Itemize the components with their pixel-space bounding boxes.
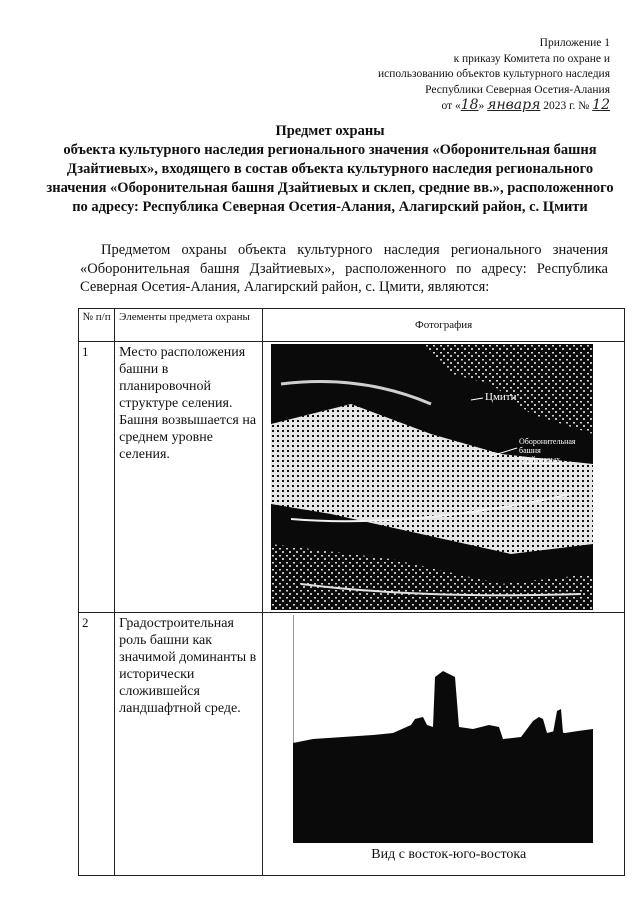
table-row [79, 613, 625, 876]
title-heading: Предмет охраны [275, 123, 385, 139]
title-body: объекта культурного наследия регионального значения «Оборонительная башня Дзайтиевых», входящего в состав объекта культурного наследия регионального значения «Оборонительная башня Дзайтиевых и склеп, средние вв.», расположенного по адресу: Республика Северная Осетия-Алания, Алагирский район, с. Цмити [46, 142, 614, 215]
row-element-text: Место расположения башни в планировочной структуре селения. Башня возвышается на среднем уровне селения. [115, 342, 263, 613]
document-title [40, 122, 620, 217]
table-row [79, 342, 625, 613]
header-photo: Фотография [263, 309, 625, 342]
map-label-tower-2: башня [519, 446, 541, 455]
row-element-text: Градостроительная роль башни как значимой доминанты в исторически сложившейся ландшафтной среде. [115, 613, 263, 876]
intro-paragraph: Предметом охраны объекта культурного наследия регионального значения «Оборонительная башня Дзайтиевых», расположенного по адресу: Республика Северная Осетия-Алания, Алагирский район, с. Цмити, являются: [80, 242, 608, 296]
date-day: 18 [460, 97, 479, 113]
row-photo-cell [263, 613, 625, 876]
map-label-tower-1: Оборонительная [519, 437, 576, 446]
row-number: 1 [79, 342, 115, 613]
tower-silhouette-image [293, 615, 593, 843]
appendix-line-2: к приказу Комитета по охране и [453, 52, 610, 65]
row-number: 2 [79, 613, 115, 876]
row-photo-cell [263, 342, 625, 613]
appendix-line-3: использованию объектов культурного наследия [377, 68, 610, 80]
header-num: № п/п [79, 309, 115, 342]
map-label-village: Цмити [485, 391, 517, 403]
date-prefix: от « [441, 100, 461, 112]
map-label-tower-3: Дзайтиевых [519, 455, 561, 464]
protection-table [78, 308, 625, 876]
date-year: 2023 г. № [540, 100, 593, 112]
satellite-image [271, 344, 593, 610]
order-number: 12 [592, 97, 610, 113]
photo-caption: Вид с восток-юго-востока [371, 847, 527, 862]
appendix-header [378, 36, 610, 115]
date-month: января [487, 97, 541, 113]
date-mid: » [478, 100, 488, 112]
appendix-line-4: Республики Северная Осетия-Алания [425, 83, 610, 96]
header-elements: Элементы предмета охраны [115, 309, 263, 342]
appendix-line-1: Приложение 1 [539, 37, 610, 49]
appendix-date-line [378, 98, 610, 115]
table-header-row [79, 309, 625, 342]
